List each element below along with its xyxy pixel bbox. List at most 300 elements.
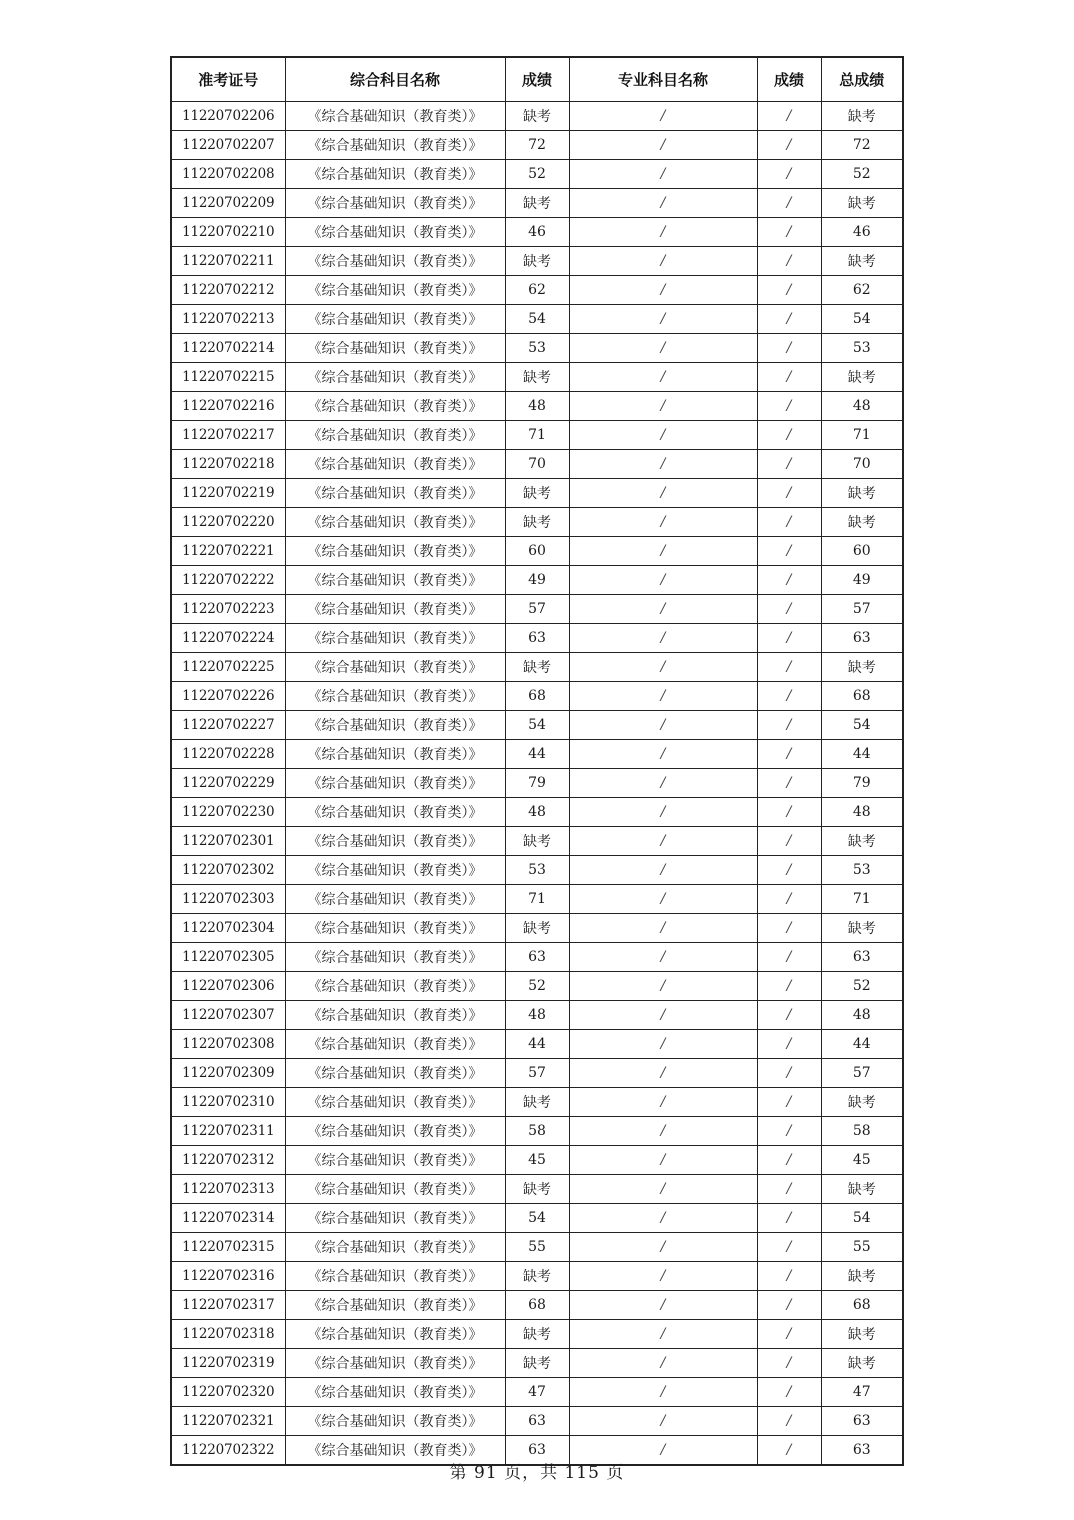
table-row xyxy=(171,827,903,856)
total-score-cell: 46 xyxy=(821,218,903,247)
general-subject-cell: 《综合基础知识（教育类）》 xyxy=(285,247,505,276)
major-score-cell: / xyxy=(757,247,821,276)
exam-number-cell: 11220702227 xyxy=(171,711,285,740)
general-subject-cell: 《综合基础知识（教育类）》 xyxy=(285,1407,505,1436)
table-row xyxy=(171,1030,903,1059)
table-row xyxy=(171,682,903,711)
total-score-cell: 70 xyxy=(821,450,903,479)
total-score-cell: 63 xyxy=(821,1436,903,1466)
major-score-cell: / xyxy=(757,508,821,537)
general-score-cell: 缺考 xyxy=(505,363,569,392)
total-score-cell: 63 xyxy=(821,624,903,653)
table-row xyxy=(171,479,903,508)
exam-number-cell: 11220702230 xyxy=(171,798,285,827)
table-row xyxy=(171,1262,903,1291)
exam-number-cell: 11220702225 xyxy=(171,653,285,682)
exam-number-cell: 11220702304 xyxy=(171,914,285,943)
general-score-cell: 68 xyxy=(505,1291,569,1320)
table-row xyxy=(171,102,903,131)
major-subject-cell: / xyxy=(569,914,757,943)
general-subject-cell: 《综合基础知识（教育类）》 xyxy=(285,798,505,827)
exam-number-cell: 11220702211 xyxy=(171,247,285,276)
major-subject-cell: / xyxy=(569,1349,757,1378)
total-score-cell: 71 xyxy=(821,421,903,450)
general-score-cell: 52 xyxy=(505,160,569,189)
total-score-cell: 68 xyxy=(821,1291,903,1320)
exam-number-cell: 11220702224 xyxy=(171,624,285,653)
total-score-cell: 54 xyxy=(821,305,903,334)
total-score-cell: 44 xyxy=(821,1030,903,1059)
general-subject-cell: 《综合基础知识（教育类）》 xyxy=(285,566,505,595)
general-score-cell: 缺考 xyxy=(505,914,569,943)
general-score-cell: 55 xyxy=(505,1233,569,1262)
total-score-cell: 缺考 xyxy=(821,1349,903,1378)
major-score-cell: / xyxy=(757,1117,821,1146)
total-score-cell: 54 xyxy=(821,711,903,740)
general-score-cell: 44 xyxy=(505,740,569,769)
major-score-cell: / xyxy=(757,1320,821,1349)
major-score-cell: / xyxy=(757,1204,821,1233)
table-row xyxy=(171,1320,903,1349)
major-subject-cell: / xyxy=(569,1175,757,1204)
table-row xyxy=(171,305,903,334)
general-score-cell: 缺考 xyxy=(505,653,569,682)
major-subject-cell: / xyxy=(569,885,757,914)
exam-number-cell: 11220702319 xyxy=(171,1349,285,1378)
table-row xyxy=(171,1146,903,1175)
general-subject-cell: 《综合基础知识（教育类）》 xyxy=(285,972,505,1001)
exam-number-cell: 11220702313 xyxy=(171,1175,285,1204)
general-score-cell: 63 xyxy=(505,1436,569,1466)
total-score-cell: 缺考 xyxy=(821,1175,903,1204)
table-row xyxy=(171,653,903,682)
table-row xyxy=(171,131,903,160)
major-score-cell: / xyxy=(757,1001,821,1030)
general-subject-cell: 《综合基础知识（教育类）》 xyxy=(285,131,505,160)
exam-number-cell: 11220702321 xyxy=(171,1407,285,1436)
exam-number-cell: 11220702208 xyxy=(171,160,285,189)
major-subject-cell: / xyxy=(569,189,757,218)
major-subject-cell: / xyxy=(569,392,757,421)
general-score-cell: 71 xyxy=(505,885,569,914)
major-subject-cell: / xyxy=(569,1291,757,1320)
major-score-cell: / xyxy=(757,1407,821,1436)
general-score-cell: 48 xyxy=(505,1001,569,1030)
table-row xyxy=(171,943,903,972)
table-row xyxy=(171,1204,903,1233)
exam-number-cell: 11220702219 xyxy=(171,479,285,508)
total-score-cell: 52 xyxy=(821,972,903,1001)
page-footer: 第 91 页，共 115 页 xyxy=(449,1463,625,1483)
general-score-cell: 缺考 xyxy=(505,1320,569,1349)
major-score-cell: / xyxy=(757,711,821,740)
exam-number-cell: 11220702213 xyxy=(171,305,285,334)
general-score-cell: 46 xyxy=(505,218,569,247)
table-body xyxy=(171,102,903,1466)
general-subject-cell: 《综合基础知识（教育类）》 xyxy=(285,421,505,450)
general-score-cell: 44 xyxy=(505,1030,569,1059)
major-score-cell: / xyxy=(757,566,821,595)
general-score-cell: 70 xyxy=(505,450,569,479)
header-general-subject: 综合科目名称 xyxy=(285,57,505,102)
general-subject-cell: 《综合基础知识（教育类）》 xyxy=(285,827,505,856)
major-score-cell: / xyxy=(757,479,821,508)
table-row xyxy=(171,1291,903,1320)
general-subject-cell: 《综合基础知识（教育类）》 xyxy=(285,914,505,943)
total-score-cell: 缺考 xyxy=(821,914,903,943)
general-subject-cell: 《综合基础知识（教育类）》 xyxy=(285,1349,505,1378)
major-subject-cell: / xyxy=(569,1088,757,1117)
major-subject-cell: / xyxy=(569,1262,757,1291)
table-row xyxy=(171,972,903,1001)
major-subject-cell: / xyxy=(569,798,757,827)
table-row xyxy=(171,885,903,914)
total-score-cell: 62 xyxy=(821,276,903,305)
major-score-cell: / xyxy=(757,1030,821,1059)
general-score-cell: 62 xyxy=(505,276,569,305)
general-score-cell: 缺考 xyxy=(505,189,569,218)
table-row xyxy=(171,1349,903,1378)
table-row xyxy=(171,1378,903,1407)
major-subject-cell: / xyxy=(569,595,757,624)
total-score-cell: 44 xyxy=(821,740,903,769)
major-subject-cell: / xyxy=(569,131,757,160)
major-score-cell: / xyxy=(757,1378,821,1407)
table-row xyxy=(171,537,903,566)
major-subject-cell: / xyxy=(569,1204,757,1233)
table-row xyxy=(171,334,903,363)
total-score-cell: 55 xyxy=(821,1233,903,1262)
general-score-cell: 45 xyxy=(505,1146,569,1175)
general-score-cell: 54 xyxy=(505,1204,569,1233)
total-score-cell: 68 xyxy=(821,682,903,711)
table-row xyxy=(171,798,903,827)
major-score-cell: / xyxy=(757,769,821,798)
major-subject-cell: / xyxy=(569,1378,757,1407)
general-score-cell: 缺考 xyxy=(505,102,569,131)
table-row xyxy=(171,421,903,450)
major-subject-cell: / xyxy=(569,740,757,769)
major-subject-cell: / xyxy=(569,305,757,334)
major-subject-cell: / xyxy=(569,769,757,798)
total-score-cell: 53 xyxy=(821,856,903,885)
total-score-cell: 缺考 xyxy=(821,247,903,276)
general-subject-cell: 《综合基础知识（教育类）》 xyxy=(285,1378,505,1407)
general-score-cell: 72 xyxy=(505,131,569,160)
general-score-cell: 缺考 xyxy=(505,508,569,537)
exam-number-cell: 11220702207 xyxy=(171,131,285,160)
exam-number-cell: 11220702307 xyxy=(171,1001,285,1030)
total-score-cell: 48 xyxy=(821,798,903,827)
exam-number-cell: 11220702218 xyxy=(171,450,285,479)
exam-number-cell: 11220702214 xyxy=(171,334,285,363)
total-score-cell: 缺考 xyxy=(821,102,903,131)
general-subject-cell: 《综合基础知识（教育类）》 xyxy=(285,1175,505,1204)
major-score-cell: / xyxy=(757,1175,821,1204)
general-score-cell: 58 xyxy=(505,1117,569,1146)
table-row xyxy=(171,769,903,798)
major-subject-cell: / xyxy=(569,1117,757,1146)
exam-number-cell: 11220702220 xyxy=(171,508,285,537)
general-score-cell: 缺考 xyxy=(505,1088,569,1117)
major-subject-cell: / xyxy=(569,537,757,566)
major-score-cell: / xyxy=(757,1059,821,1088)
total-score-cell: 缺考 xyxy=(821,479,903,508)
total-score-cell: 缺考 xyxy=(821,363,903,392)
general-subject-cell: 《综合基础知识（教育类）》 xyxy=(285,856,505,885)
total-score-cell: 缺考 xyxy=(821,827,903,856)
table-row xyxy=(171,914,903,943)
general-subject-cell: 《综合基础知识（教育类）》 xyxy=(285,1436,505,1466)
general-subject-cell: 《综合基础知识（教育类）》 xyxy=(285,769,505,798)
major-score-cell: / xyxy=(757,1349,821,1378)
table-row xyxy=(171,247,903,276)
exam-number-cell: 11220702310 xyxy=(171,1088,285,1117)
general-score-cell: 缺考 xyxy=(505,827,569,856)
major-score-cell: / xyxy=(757,305,821,334)
general-subject-cell: 《综合基础知识（教育类）》 xyxy=(285,711,505,740)
table-row xyxy=(171,595,903,624)
major-subject-cell: / xyxy=(569,363,757,392)
major-score-cell: / xyxy=(757,102,821,131)
table-row xyxy=(171,363,903,392)
general-subject-cell: 《综合基础知识（教育类）》 xyxy=(285,305,505,334)
exam-number-cell: 11220702223 xyxy=(171,595,285,624)
major-subject-cell: / xyxy=(569,1233,757,1262)
total-score-cell: 48 xyxy=(821,1001,903,1030)
table-row xyxy=(171,1407,903,1436)
general-score-cell: 68 xyxy=(505,682,569,711)
general-score-cell: 52 xyxy=(505,972,569,1001)
general-subject-cell: 《综合基础知识（教育类）》 xyxy=(285,392,505,421)
total-score-cell: 48 xyxy=(821,392,903,421)
general-score-cell: 54 xyxy=(505,305,569,334)
major-score-cell: / xyxy=(757,131,821,160)
general-subject-cell: 《综合基础知识（教育类）》 xyxy=(285,189,505,218)
major-score-cell: / xyxy=(757,1436,821,1466)
general-score-cell: 57 xyxy=(505,595,569,624)
major-score-cell: / xyxy=(757,1291,821,1320)
table-row xyxy=(171,218,903,247)
total-score-cell: 53 xyxy=(821,334,903,363)
general-subject-cell: 《综合基础知识（教育类）》 xyxy=(285,1030,505,1059)
exam-number-cell: 11220702320 xyxy=(171,1378,285,1407)
general-score-cell: 57 xyxy=(505,1059,569,1088)
table-row xyxy=(171,566,903,595)
total-score-cell: 71 xyxy=(821,885,903,914)
table-row xyxy=(171,1088,903,1117)
major-score-cell: / xyxy=(757,334,821,363)
general-subject-cell: 《综合基础知识（教育类）》 xyxy=(285,1233,505,1262)
major-subject-cell: / xyxy=(569,943,757,972)
major-subject-cell: / xyxy=(569,218,757,247)
general-subject-cell: 《综合基础知识（教育类）》 xyxy=(285,479,505,508)
major-score-cell: / xyxy=(757,740,821,769)
major-subject-cell: / xyxy=(569,653,757,682)
total-score-cell: 缺考 xyxy=(821,1320,903,1349)
general-subject-cell: 《综合基础知识（教育类）》 xyxy=(285,653,505,682)
major-subject-cell: / xyxy=(569,1146,757,1175)
major-subject-cell: / xyxy=(569,1059,757,1088)
general-subject-cell: 《综合基础知识（教育类）》 xyxy=(285,218,505,247)
table-row xyxy=(171,1233,903,1262)
general-subject-cell: 《综合基础知识（教育类）》 xyxy=(285,885,505,914)
total-score-cell: 49 xyxy=(821,566,903,595)
general-subject-cell: 《综合基础知识（教育类）》 xyxy=(285,537,505,566)
exam-number-cell: 11220702318 xyxy=(171,1320,285,1349)
table-row xyxy=(171,856,903,885)
major-score-cell: / xyxy=(757,1262,821,1291)
major-subject-cell: / xyxy=(569,1030,757,1059)
general-score-cell: 63 xyxy=(505,1407,569,1436)
major-score-cell: / xyxy=(757,624,821,653)
major-score-cell: / xyxy=(757,943,821,972)
general-subject-cell: 《综合基础知识（教育类）》 xyxy=(285,740,505,769)
general-score-cell: 47 xyxy=(505,1378,569,1407)
general-score-cell: 缺考 xyxy=(505,1349,569,1378)
table-row xyxy=(171,276,903,305)
total-score-cell: 45 xyxy=(821,1146,903,1175)
header-total-score: 总成绩 xyxy=(821,57,903,102)
general-score-cell: 63 xyxy=(505,943,569,972)
major-subject-cell: / xyxy=(569,334,757,363)
general-subject-cell: 《综合基础知识（教育类）》 xyxy=(285,1001,505,1030)
major-subject-cell: / xyxy=(569,624,757,653)
exam-number-cell: 11220702311 xyxy=(171,1117,285,1146)
general-subject-cell: 《综合基础知识（教育类）》 xyxy=(285,943,505,972)
general-score-cell: 53 xyxy=(505,334,569,363)
exam-number-cell: 11220702302 xyxy=(171,856,285,885)
total-score-cell: 60 xyxy=(821,537,903,566)
general-subject-cell: 《综合基础知识（教育类）》 xyxy=(285,363,505,392)
total-score-cell: 缺考 xyxy=(821,1262,903,1291)
total-score-cell: 58 xyxy=(821,1117,903,1146)
major-score-cell: / xyxy=(757,595,821,624)
major-score-cell: / xyxy=(757,1146,821,1175)
exam-number-cell: 11220702306 xyxy=(171,972,285,1001)
table-row xyxy=(171,1059,903,1088)
major-score-cell: / xyxy=(757,363,821,392)
major-subject-cell: / xyxy=(569,682,757,711)
table-row xyxy=(171,392,903,421)
table-row xyxy=(171,1175,903,1204)
general-subject-cell: 《综合基础知识（教育类）》 xyxy=(285,1262,505,1291)
exam-number-cell: 11220702228 xyxy=(171,740,285,769)
exam-number-cell: 11220702222 xyxy=(171,566,285,595)
exam-number-cell: 11220702210 xyxy=(171,218,285,247)
table-row xyxy=(171,740,903,769)
major-score-cell: / xyxy=(757,276,821,305)
general-subject-cell: 《综合基础知识（教育类）》 xyxy=(285,1117,505,1146)
exam-number-cell: 11220702216 xyxy=(171,392,285,421)
general-score-cell: 48 xyxy=(505,798,569,827)
general-score-cell: 60 xyxy=(505,537,569,566)
exam-number-cell: 11220702317 xyxy=(171,1291,285,1320)
general-subject-cell: 《综合基础知识（教育类）》 xyxy=(285,508,505,537)
exam-number-cell: 11220702315 xyxy=(171,1233,285,1262)
table-row xyxy=(171,450,903,479)
table-row xyxy=(171,508,903,537)
exam-number-cell: 11220702301 xyxy=(171,827,285,856)
exam-number-cell: 11220702217 xyxy=(171,421,285,450)
total-score-cell: 缺考 xyxy=(821,189,903,218)
exam-number-cell: 11220702209 xyxy=(171,189,285,218)
major-subject-cell: / xyxy=(569,247,757,276)
major-score-cell: / xyxy=(757,885,821,914)
table-row xyxy=(171,1001,903,1030)
total-score-cell: 63 xyxy=(821,1407,903,1436)
general-score-cell: 79 xyxy=(505,769,569,798)
total-score-cell: 57 xyxy=(821,595,903,624)
major-score-cell: / xyxy=(757,914,821,943)
major-subject-cell: / xyxy=(569,102,757,131)
general-subject-cell: 《综合基础知识（教育类）》 xyxy=(285,160,505,189)
general-subject-cell: 《综合基础知识（教育类）》 xyxy=(285,682,505,711)
general-subject-cell: 《综合基础知识（教育类）》 xyxy=(285,1291,505,1320)
total-score-cell: 52 xyxy=(821,160,903,189)
major-score-cell: / xyxy=(757,827,821,856)
general-subject-cell: 《综合基础知识（教育类）》 xyxy=(285,1146,505,1175)
table-row xyxy=(171,624,903,653)
general-subject-cell: 《综合基础知识（教育类）》 xyxy=(285,624,505,653)
general-subject-cell: 《综合基础知识（教育类）》 xyxy=(285,450,505,479)
major-subject-cell: / xyxy=(569,827,757,856)
table-row xyxy=(171,160,903,189)
exam-number-cell: 11220702312 xyxy=(171,1146,285,1175)
header-major-score: 成绩 xyxy=(757,57,821,102)
major-subject-cell: / xyxy=(569,508,757,537)
general-score-cell: 缺考 xyxy=(505,247,569,276)
general-score-cell: 53 xyxy=(505,856,569,885)
total-score-cell: 缺考 xyxy=(821,1088,903,1117)
general-score-cell: 缺考 xyxy=(505,1175,569,1204)
general-subject-cell: 《综合基础知识（教育类）》 xyxy=(285,102,505,131)
header-row xyxy=(171,57,903,102)
exam-number-cell: 11220702322 xyxy=(171,1436,285,1466)
general-subject-cell: 《综合基础知识（教育类）》 xyxy=(285,1059,505,1088)
general-score-cell: 49 xyxy=(505,566,569,595)
exam-number-cell: 11220702316 xyxy=(171,1262,285,1291)
total-score-cell: 47 xyxy=(821,1378,903,1407)
exam-number-cell: 11220702226 xyxy=(171,682,285,711)
exam-number-cell: 11220702303 xyxy=(171,885,285,914)
major-subject-cell: / xyxy=(569,276,757,305)
major-score-cell: / xyxy=(757,392,821,421)
major-score-cell: / xyxy=(757,218,821,247)
major-subject-cell: / xyxy=(569,1320,757,1349)
major-score-cell: / xyxy=(757,682,821,711)
general-score-cell: 71 xyxy=(505,421,569,450)
general-subject-cell: 《综合基础知识（教育类）》 xyxy=(285,1320,505,1349)
major-subject-cell: / xyxy=(569,711,757,740)
major-subject-cell: / xyxy=(569,421,757,450)
major-score-cell: / xyxy=(757,160,821,189)
major-score-cell: / xyxy=(757,1088,821,1117)
table-row xyxy=(171,189,903,218)
header-major-subject: 专业科目名称 xyxy=(569,57,757,102)
total-score-cell: 缺考 xyxy=(821,653,903,682)
exam-number-cell: 11220702305 xyxy=(171,943,285,972)
general-subject-cell: 《综合基础知识（教育类）》 xyxy=(285,595,505,624)
total-score-cell: 57 xyxy=(821,1059,903,1088)
general-score-cell: 缺考 xyxy=(505,1262,569,1291)
table-row xyxy=(171,711,903,740)
general-subject-cell: 《综合基础知识（教育类）》 xyxy=(285,276,505,305)
header-general-score: 成绩 xyxy=(505,57,569,102)
major-subject-cell: / xyxy=(569,856,757,885)
major-subject-cell: / xyxy=(569,566,757,595)
major-subject-cell: / xyxy=(569,1436,757,1466)
